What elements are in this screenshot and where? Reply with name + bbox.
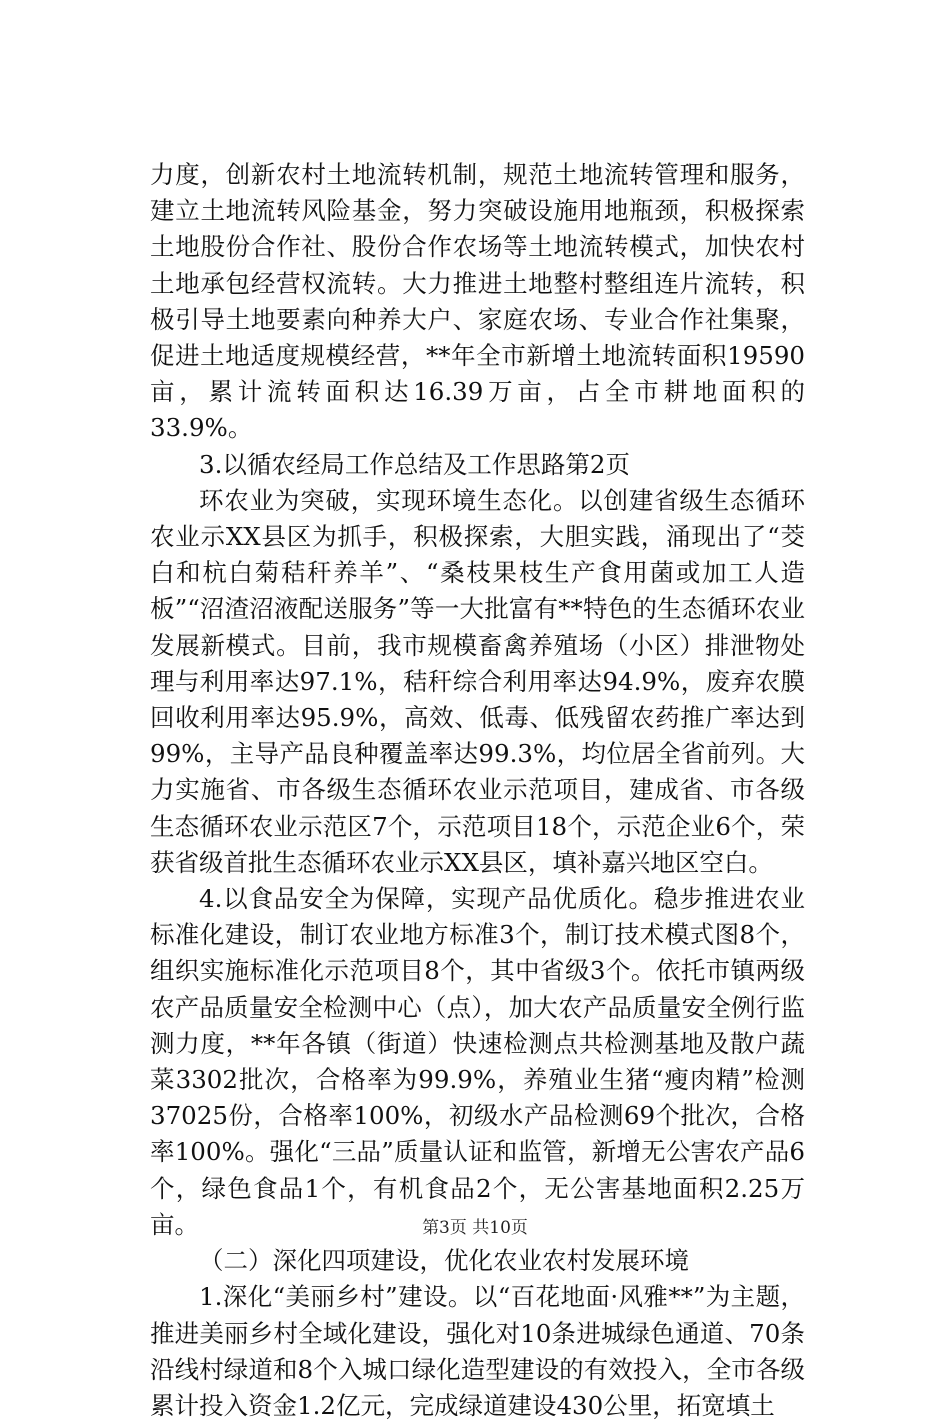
page-number-footer: 第3页 共10页	[422, 1218, 528, 1238]
paragraph-beautiful-village: 1.深化“美丽乡村”建设。以“百花地面·风雅**”为主题，推进美丽乡村全域化建设，强化对10条进城绿色通道、70条沿线村绿道和8个入城口绿化造型建设的有效投入，全市各级累计投入资金1.2亿元，完成绿道建设430公里，拓宽填土	[150, 1282, 805, 1420]
paragraph-food-safety: 4.以食品安全为保障，实现产品优质化。稳步推进农业标准化建设，制订农业地方标准3个，制订技术模式图8个，组织实施标准化示范项目8个，其中省级3个。依托市镇两级农产品质量安全检测中心（点），加大农产品质量安全例行监测力度，**年各镇（街道）快速检测点共检测基地及散户蔬菜3302批次，合格率为99.9%，养殖业生猪“瘦肉精”检测37025份，合格率100%，初级水产品检测69个批次，合格率100%。强化“三品”质量认证和监管，新增无公害农产品6个，绿色食品1个，有机食品2个，无公害基地面积2.25万亩。	[150, 884, 805, 1239]
section-heading-circular-agriculture: 3.以循农经局工作总结及工作思路第2页	[199, 449, 630, 479]
paragraph-land-transfer: 力度，创新农村土地流转机制，规范土地流转管理和服务，建立土地流转风险基金，努力突破设施用地瓶颈，积极探索土地股份合作社、股份合作农场等土地流转模式，加快农村土地承包经营权流转。大力推进土地整村整组连片流转，积极引导土地要素向种养大户、家庭农场、专业合作社集聚，促进土地适度规模经营，**年全市新增土地流转面积19590亩，累计流转面积达16.39万亩，占全市耕地面积的33.9%。	[150, 160, 805, 443]
paragraph-eco-agriculture: 环农业为突破，实现环境生态化。以创建省级生态循环农业示XX县区为抓手，积极探索，大胆实践，涌现出了“茭白和杭白菊秸秆养羊”、“桑枝果枝生产食用菌或加工人造板”“沼渣沼液配送服务”等一大批富有**特色的生态循环农业发展新模式。目前，我市规模畜禽养殖场（小区）排泄物处理与利用率达97.1%，秸秆综合利用率达94.9%，废弃农膜回收利用率达95.9%，高效、低毒、低残留农药推广率达到99%，主导产品良种覆盖率达99.3%，均位居全省前列。大力实施省、市各级生态循环农业示范项目，建成省、市各级生态循环农业示范区7个，示范项目18个，示范企业6个，荣获省级首批生态循环农业示XX县区，填补嘉兴地区空白。	[150, 485, 805, 877]
section-heading-four-constructions: （二）深化四项建设，优化农业农村发展环境	[199, 1246, 689, 1276]
